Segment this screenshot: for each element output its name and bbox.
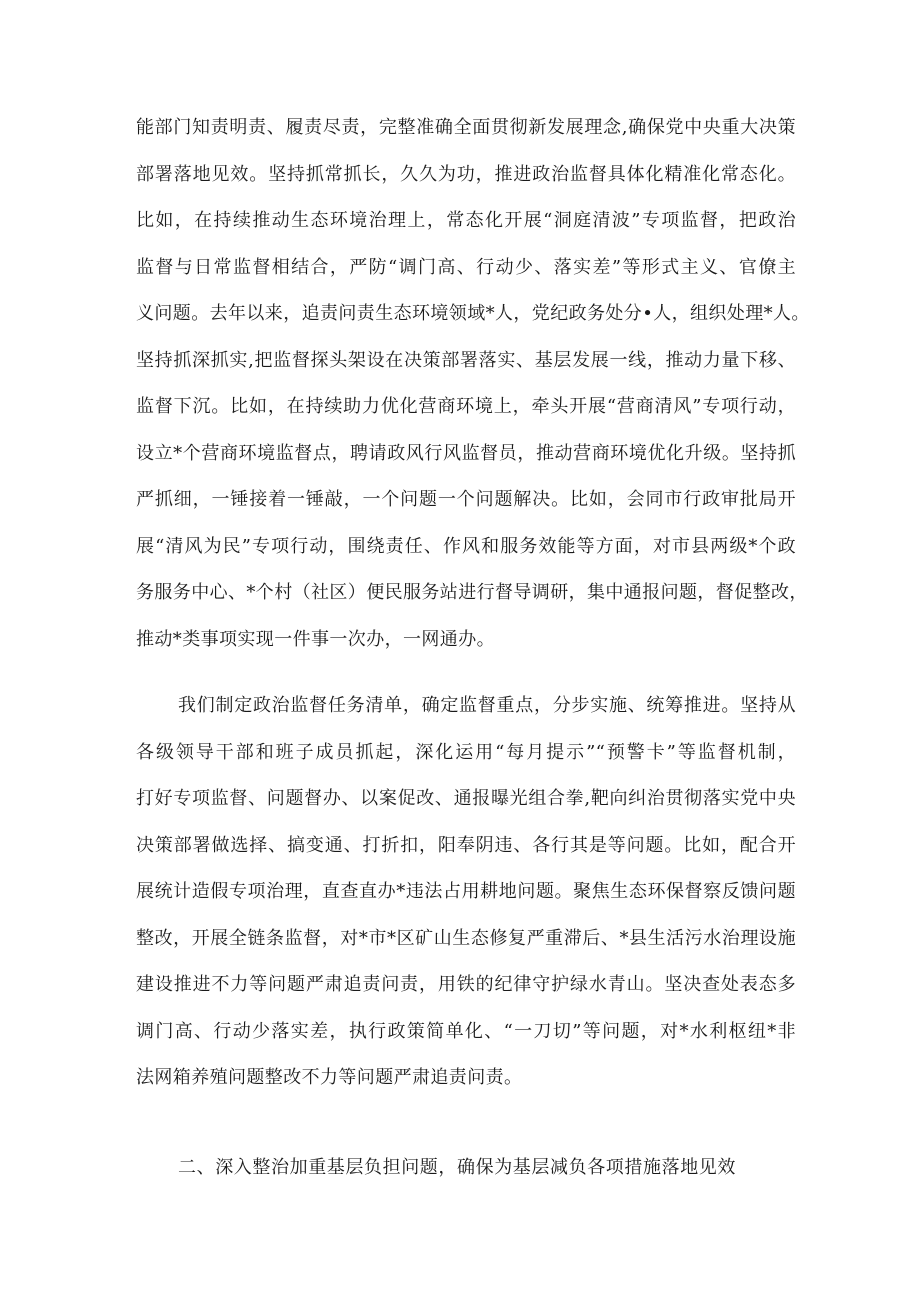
paragraph-2	[136, 683, 796, 1102]
section-heading-text: 二、深入整治加重基层负担问题，确保为基层减负各项措施落地见效	[178, 1157, 736, 1178]
paragraph-1-line: 部署落地见效。坚持抓常抓长，久久为功，推进政治监督具体化精准化常态化。	[136, 163, 796, 185]
paragraph-2-line: 调门高、行动少落实差，执行政策简单化、“一刀切”等问题，对*水利枢纽*非	[136, 1020, 796, 1042]
paragraph-2-line: 打好专项监督、问题督办、以案促改、通报曝光组合拳,靶向纠治贯彻落实党中央	[136, 788, 796, 809]
paragraph-1	[136, 105, 810, 663]
paragraph-2-line: 法网箱养殖问题整改不力等问题严肃追责问责。	[136, 1067, 523, 1088]
paragraph-1-line: 坚持抓深抓实,把监督探头架设在决策部署落实、基层发展一线，推动力量下移、	[136, 349, 796, 371]
paragraph-1-line: 监督下沉。比如，在持续助力优化营商环境上，牵头开展“营商清风”专项行动，	[136, 396, 796, 417]
paragraph-2-line: 整改，开展全链条监督，对*市*区矿山生态修复严重滞后、*县生活污水治理设施	[136, 927, 796, 949]
paragraph-1-line: 展“清风为民”专项行动，围绕责任、作风和服务效能等方面，对市县两级*个政	[136, 535, 796, 557]
paragraph-2-line: 我们制定政治监督任务清单，确定监督重点，分步实施、统筹推进。坚持从	[178, 695, 796, 716]
paragraph-1-line: 义问题。去年以来，追责问责生态环境领域*人，党纪政务处分•人，组织处理*人。	[136, 303, 810, 324]
paragraph-1-line: 能部门知责明责、履责尽责，完整准确全面贯彻新发展理念,确保党中央重大决策	[136, 117, 796, 138]
paragraph-1-line: 务服务中心、*个村（社区）便民服务站进行督导调研，集中通报问题，督促整改，	[136, 582, 808, 603]
paragraph-1-line: 比如，在持续推动生态环境治理上，常态化开展“洞庭清波”专项监督，把政治	[136, 210, 796, 231]
paragraph-2-line: 展统计造假专项治理，直查直办*违法占用耕地问题。聚焦生态环保督察反馈问题	[136, 881, 796, 902]
section-heading	[136, 1145, 796, 1192]
paragraph-2-line: 决策部署做选择、搞变通、打折扣，阳奉阴违、各行其是等问题。比如，配合开	[136, 834, 796, 856]
paragraph-2-line: 建设推进不力等问题严肃追责问责，用铁的纪律守护绿水青山。坚决查处表态多	[136, 974, 796, 995]
paragraph-1-line: 设立*个营商环境监督点，聘请政风行风监督员，推动营商环境优化升级。坚持抓	[136, 442, 796, 464]
paragraph-1-line: 推动*类事项实现一件事一次办，一网通办。	[136, 628, 495, 650]
paragraph-2-line: 各级领导干部和班子成员抓起，深化运用“每月提示”“预警卡”等监督机制，	[136, 741, 796, 763]
paragraph-1-line: 监督与日常监督相结合，严防“调门高、行动少、落实差”等形式主义、官僚主	[136, 256, 796, 278]
paragraph-1-line: 严抓细，一锤接着一锤敲，一个问题一个问题解决。比如，会同市行政审批局开	[136, 489, 796, 510]
